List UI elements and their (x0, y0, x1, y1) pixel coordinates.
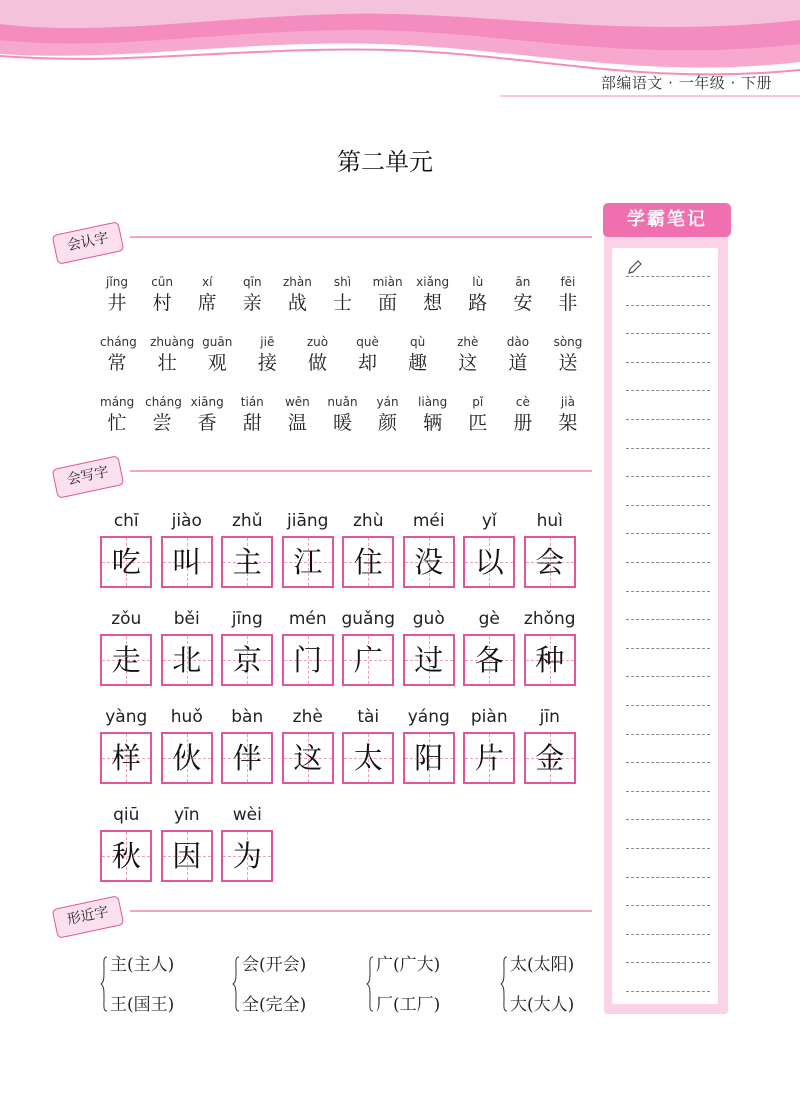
read-character (506, 394, 540, 436)
read-row (100, 394, 585, 436)
pinyin: xí (201, 275, 213, 289)
tian-grid-box (282, 536, 334, 588)
tian-grid-box (403, 634, 455, 686)
write-character (217, 706, 278, 784)
write-character (217, 804, 278, 882)
tian-grid-box (221, 830, 273, 882)
tian-grid-box (282, 634, 334, 686)
read-character (551, 394, 585, 436)
write-row (96, 706, 580, 784)
pinyin: yǐ (481, 511, 497, 531)
write-character (96, 804, 157, 882)
pinyin: gè (478, 609, 500, 629)
hanzi: 忙 (107, 412, 127, 434)
pinyin: mén (288, 609, 327, 629)
tian-grid-box (342, 634, 394, 686)
pinyin: jǐng (106, 275, 128, 289)
pinyin: shì (333, 275, 352, 289)
pinyin: nuǎn (327, 395, 358, 409)
pinyin: yàng (105, 707, 148, 727)
tian-grid-box (342, 732, 394, 784)
hanzi: 主 (232, 545, 262, 579)
read-character (401, 334, 435, 376)
pinyin: jiào (171, 511, 202, 531)
hanzi: 村 (152, 292, 172, 314)
note-line (626, 819, 710, 820)
hanzi: 金 (535, 741, 565, 775)
pinyin: zhàn (282, 275, 312, 289)
read-character (351, 334, 385, 376)
hanzi: 却 (358, 352, 378, 374)
pinyin: qīn (243, 275, 262, 289)
notes-area[interactable] (612, 248, 718, 1004)
hanzi: 册 (513, 412, 533, 434)
pinyin: què (356, 335, 379, 349)
note-line (626, 705, 710, 706)
write-row (96, 608, 580, 686)
pinyin: tián (240, 395, 264, 409)
read-character (551, 334, 585, 376)
write-character (157, 510, 218, 588)
hanzi: 想 (423, 292, 443, 314)
pinyin: xiǎng (416, 275, 450, 289)
hanzi: 片 (474, 741, 504, 775)
tian-grid-box (161, 830, 213, 882)
similar-item: 全(完全) (242, 995, 307, 1015)
read-character (100, 334, 137, 376)
read-character (190, 394, 224, 436)
write-character (520, 706, 581, 784)
similar-pair (232, 948, 342, 1020)
read-character (506, 274, 540, 316)
pinyin: zhè (292, 707, 323, 727)
write-character (96, 608, 157, 686)
hanzi: 过 (414, 643, 444, 677)
similar-pair (100, 948, 210, 1020)
note-line (626, 877, 710, 878)
pinyin: běi (173, 609, 200, 629)
note-line (626, 476, 710, 477)
note-line (626, 305, 710, 306)
pinyin: máng (100, 395, 135, 409)
hanzi: 架 (558, 412, 578, 434)
tian-grid-box (342, 536, 394, 588)
similar-item: 王(国王) (110, 995, 175, 1015)
write-character (399, 510, 460, 588)
section-divider (130, 910, 592, 912)
pinyin: zhù (353, 511, 384, 531)
note-line (626, 619, 710, 620)
note-line (626, 962, 710, 963)
write-character (217, 608, 278, 686)
hanzi: 做 (307, 352, 327, 374)
pinyin: fēi (560, 275, 576, 289)
pinyin: tài (357, 707, 380, 727)
pinyin: miàn (372, 275, 403, 289)
read-character (145, 394, 182, 436)
hanzi: 因 (172, 839, 202, 873)
write-character (157, 608, 218, 686)
read-character (280, 394, 314, 436)
hanzi: 井 (107, 292, 127, 314)
tian-grid-box (161, 536, 213, 588)
write-character (520, 510, 581, 588)
pinyin: ān (515, 275, 531, 289)
section-tag-read: 会认字 (52, 221, 125, 264)
pinyin: jià (560, 395, 575, 409)
pinyin: jiē (260, 335, 275, 349)
read-character (235, 274, 269, 316)
pinyin: méi (412, 511, 445, 531)
tian-grid-box (221, 536, 273, 588)
write-character (157, 804, 218, 882)
write-character (399, 608, 460, 686)
pinyin: guò (412, 609, 445, 629)
pinyin: guǎng (341, 609, 396, 629)
similar-item: 主(主人) (110, 955, 175, 975)
note-line (626, 591, 710, 592)
tian-grid-box (100, 536, 152, 588)
pinyin: zǒu (111, 609, 142, 629)
hanzi: 温 (287, 412, 307, 434)
note-line (626, 848, 710, 849)
hanzi: 样 (111, 741, 141, 775)
hanzi: 走 (111, 643, 141, 677)
pinyin: jiāng (287, 511, 329, 531)
hanzi: 路 (468, 292, 488, 314)
pinyin: wēn (284, 395, 310, 409)
write-character (278, 706, 339, 784)
hanzi: 伙 (172, 741, 202, 775)
pinyin: cháng (100, 335, 137, 349)
hanzi: 广 (353, 643, 383, 677)
tian-grid-box (100, 634, 152, 686)
similar-item: 厂(工厂) (376, 995, 441, 1015)
pinyin: liàng (418, 395, 448, 409)
read-character (150, 334, 195, 376)
pinyin: yán (376, 395, 399, 409)
tian-grid-box (161, 732, 213, 784)
hanzi: 以 (474, 545, 504, 579)
hanzi: 秋 (111, 839, 141, 873)
pinyin: cháng (145, 395, 182, 409)
hanzi: 种 (535, 643, 565, 677)
hanzi: 面 (378, 292, 398, 314)
header-wave-band (0, 0, 800, 110)
tian-grid-box (221, 732, 273, 784)
read-character (371, 394, 405, 436)
read-character (190, 274, 224, 316)
tian-grid-box (161, 634, 213, 686)
read-character (461, 394, 495, 436)
write-character (278, 510, 339, 588)
read-character (501, 334, 535, 376)
hanzi: 壮 (157, 352, 177, 374)
brace-icon (100, 956, 108, 1012)
read-character (235, 394, 269, 436)
hanzi: 辆 (423, 412, 443, 434)
hanzi: 各 (474, 643, 504, 677)
hanzi: 没 (414, 545, 444, 579)
read-character (100, 274, 134, 316)
read-character (145, 274, 179, 316)
write-character (96, 510, 157, 588)
write-character (278, 608, 339, 686)
read-character (461, 274, 495, 316)
pinyin: cè (515, 395, 530, 409)
pinyin: pǐ (472, 395, 484, 409)
pinyin: zhuàng (150, 335, 195, 349)
read-character (416, 394, 450, 436)
tian-grid-box (403, 536, 455, 588)
write-character (157, 706, 218, 784)
notes-title: 学霸笔记 (603, 203, 731, 237)
note-line (626, 390, 710, 391)
read-character (451, 334, 485, 376)
tian-grid-box (100, 732, 152, 784)
pinyin: xiāng (190, 395, 224, 409)
similar-item: 太(太阳) (510, 955, 575, 975)
pinyin: huì (536, 511, 563, 531)
section-divider (130, 470, 592, 472)
read-character (280, 274, 314, 316)
similar-pair (500, 948, 610, 1020)
pinyin: qiū (113, 805, 140, 825)
hanzi: 江 (293, 545, 323, 579)
pinyin: guān (202, 335, 233, 349)
pinyin: jīng (231, 609, 263, 629)
tian-grid-box (524, 732, 576, 784)
section-tag-write: 会写字 (52, 455, 125, 498)
pinyin: jīn (539, 707, 560, 727)
note-line (626, 934, 710, 935)
read-character (250, 334, 284, 376)
tian-grid-box (463, 634, 515, 686)
pinyin: dào (506, 335, 530, 349)
section-tag-similar: 形近字 (52, 895, 125, 938)
hanzi: 非 (558, 292, 578, 314)
hanzi: 尝 (152, 412, 172, 434)
note-line (626, 648, 710, 649)
hanzi: 观 (207, 352, 227, 374)
read-character (200, 334, 234, 376)
write-character (96, 706, 157, 784)
read-character (300, 334, 334, 376)
note-line (626, 276, 710, 277)
tian-grid-box (100, 830, 152, 882)
note-line (626, 362, 710, 363)
section-divider (130, 236, 592, 238)
tian-grid-box (463, 732, 515, 784)
hanzi: 为 (232, 839, 262, 873)
hanzi: 阳 (414, 741, 444, 775)
pinyin: zhǒng (523, 609, 576, 629)
pinyin: huǒ (170, 707, 203, 727)
similar-pair (366, 948, 476, 1020)
hanzi: 京 (232, 643, 262, 677)
similar-item: 大(大人) (510, 995, 575, 1015)
similar-item: 广(广大) (376, 955, 441, 975)
write-character (399, 706, 460, 784)
hanzi: 席 (197, 292, 217, 314)
hanzi: 住 (353, 545, 383, 579)
pinyin: zhè (457, 335, 479, 349)
book-title: 部编语文 · 一年级 · 下册 (600, 74, 772, 92)
note-line (626, 505, 710, 506)
write-character (338, 706, 399, 784)
write-character (217, 510, 278, 588)
pinyin: qù (410, 335, 426, 349)
write-row (96, 510, 580, 588)
read-character (325, 394, 359, 436)
read-row (100, 334, 585, 376)
pinyin: yáng (407, 707, 450, 727)
hanzi: 伴 (232, 741, 262, 775)
brace-icon (366, 956, 374, 1012)
hanzi: 叫 (172, 545, 202, 579)
notes-panel (604, 230, 728, 1014)
hanzi: 安 (513, 292, 533, 314)
hanzi: 送 (558, 352, 578, 374)
hanzi: 香 (197, 412, 217, 434)
hanzi: 这 (458, 352, 478, 374)
write-character (459, 510, 520, 588)
write-character (459, 608, 520, 686)
pinyin: wèi (232, 805, 262, 825)
note-line (626, 419, 710, 420)
pinyin: lù (472, 275, 484, 289)
pinyin: zhǔ (232, 511, 263, 531)
note-line (626, 905, 710, 906)
tian-grid-box (221, 634, 273, 686)
hanzi: 战 (287, 292, 307, 314)
note-line (626, 734, 710, 735)
read-character (100, 394, 134, 436)
read-row (100, 274, 585, 316)
pinyin: yīn (173, 805, 200, 825)
hanzi: 暖 (332, 412, 352, 434)
hanzi: 颜 (378, 412, 398, 434)
note-line (626, 676, 710, 677)
brace-icon (232, 956, 240, 1012)
pinyin: chī (113, 511, 139, 531)
note-line (626, 991, 710, 992)
hanzi: 士 (332, 292, 352, 314)
hanzi: 匹 (468, 412, 488, 434)
pinyin: piàn (470, 707, 508, 727)
read-character (551, 274, 585, 316)
hanzi: 会 (535, 545, 565, 579)
tian-grid-box (524, 536, 576, 588)
hanzi: 亲 (242, 292, 262, 314)
hanzi: 这 (293, 741, 323, 775)
hanzi: 接 (257, 352, 277, 374)
pinyin: cūn (151, 275, 173, 289)
hanzi: 门 (293, 643, 323, 677)
read-character (325, 274, 359, 316)
read-character (416, 274, 450, 316)
hanzi: 甜 (242, 412, 262, 434)
note-line (626, 762, 710, 763)
write-character (459, 706, 520, 784)
note-line (626, 791, 710, 792)
note-line (626, 533, 710, 534)
pinyin: zuò (306, 335, 329, 349)
read-character (371, 274, 405, 316)
similar-item: 会(开会) (242, 955, 307, 975)
tian-grid-box (282, 732, 334, 784)
pinyin: sòng (553, 335, 583, 349)
write-row (96, 804, 278, 882)
note-line (626, 562, 710, 563)
tian-grid-box (403, 732, 455, 784)
tian-grid-box (524, 634, 576, 686)
note-line (626, 333, 710, 334)
pinyin: bàn (231, 707, 264, 727)
write-character (338, 510, 399, 588)
hanzi: 北 (172, 643, 202, 677)
write-character (520, 608, 581, 686)
hanzi: 道 (508, 352, 528, 374)
hanzi: 太 (353, 741, 383, 775)
hanzi: 常 (107, 352, 127, 374)
note-line (626, 448, 710, 449)
tian-grid-box (463, 536, 515, 588)
write-character (338, 608, 399, 686)
hanzi: 趣 (408, 352, 428, 374)
hanzi: 吃 (111, 545, 141, 579)
brace-icon (500, 956, 508, 1012)
unit-title: 第二单元 (337, 148, 433, 176)
pencil-icon (626, 258, 644, 276)
